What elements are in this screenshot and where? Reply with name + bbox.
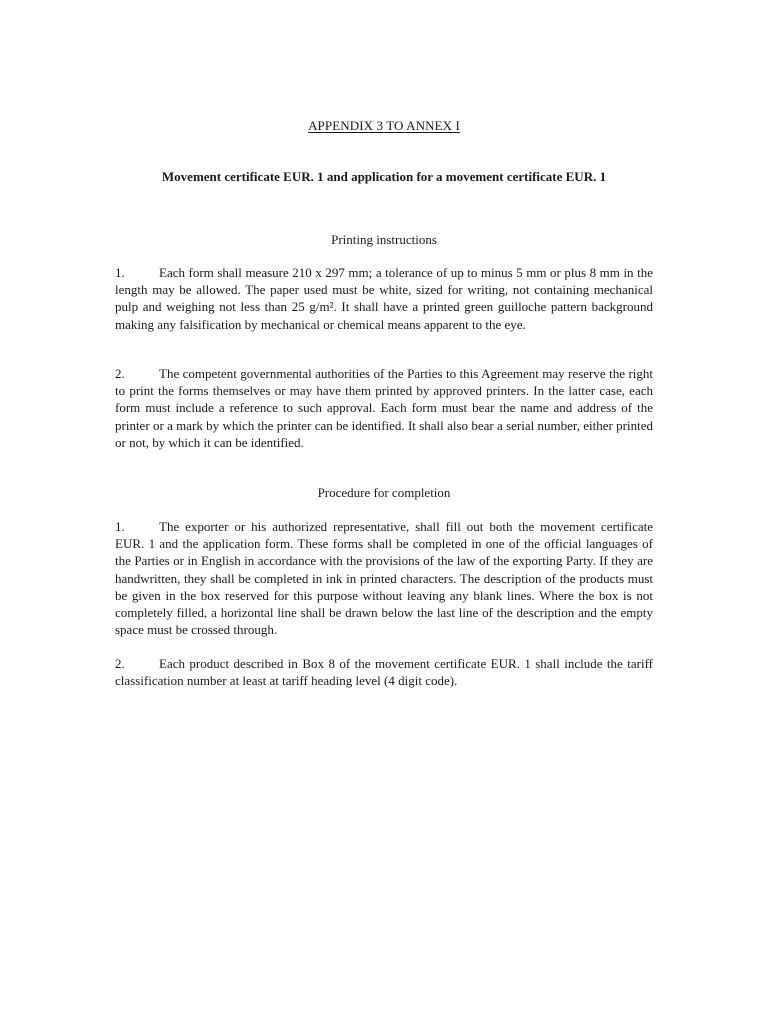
paragraph-number: 2. [115, 366, 125, 381]
section-heading-procedure-for-completion: Procedure for completion [317, 485, 451, 500]
printing-instruction-paragraph-2 [115, 365, 653, 451]
section-heading-printing-instructions: Printing instructions [331, 232, 437, 247]
paragraph-number: 1. [115, 519, 125, 534]
completion-paragraph-1 [115, 518, 653, 638]
document-title: Movement certificate EUR. 1 and application for a movement certificate EUR. 1 [161, 169, 607, 184]
paragraph-number: 2. [115, 656, 125, 671]
paragraph-text: Each product described in Box 8 of the movement certificate EUR. 1 shall include the tariff classification number at least at tariff heading level (4 digit code). [115, 656, 653, 689]
appendix-title: APPENDIX 3 TO ANNEX I [308, 118, 460, 133]
printing-instruction-paragraph-1 [115, 264, 653, 333]
paragraph-text: Each form shall measure 210 x 297 mm; a tolerance of up to minus 5 mm or plus 8 mm in the length may be allowed. The paper used must be white, sized for writing, not containing mechanical pulp and weighing not less than 25 g/m². It shall have a printed green guilloche pattern background making any falsification by mechanical or chemical means apparent to the eye. [115, 265, 653, 332]
paragraph-number: 1. [115, 265, 125, 280]
paragraph-text: The competent governmental authorities of the Parties to this Agreement may reserve the right to print the forms themselves or may have them printed by approved printers. In the latter case, each form must include a reference to such approval. Each form must bear the name and address of the printer or a mark by which the printer can be identified. It shall also bear a serial number, either printed or not, by which it can be identified. [115, 366, 653, 450]
completion-paragraph-2 [115, 655, 653, 689]
paragraph-text: The exporter or his authorized representative, shall fill out both the movement certificate EUR. 1 and the application form. These forms shall be completed in one of the official languages of the Parties or in English in accordance with the provisions of the law of the exporting Party. If they are handwritten, they shall be completed in ink in printed characters. The description of the products must be given in the box reserved for this purpose without leaving any blank lines. Where the box is not completely filled, a horizontal line shall be drawn below the last line of the description and the empty space must be crossed through. [115, 519, 653, 638]
